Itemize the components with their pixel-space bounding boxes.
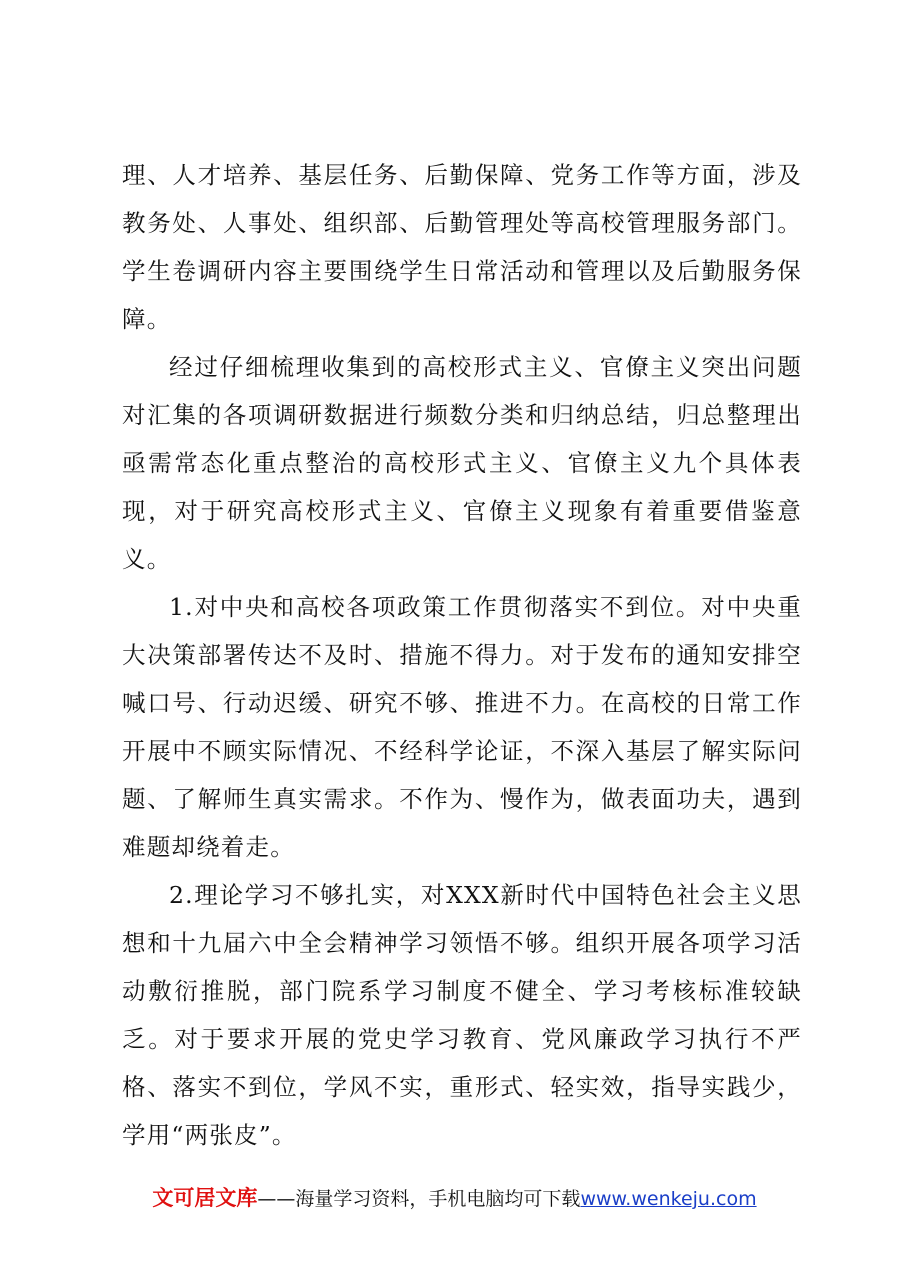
paragraph-summary: 经过仔细梳理收集到的高校形式主义、官僚主义突出问题对汇集的各项调研数据进行频数分类和归纳总结，归总整理出亟需常态化重点整治的高校形式主义、官僚主义九个具体表现，对于研究高校形式主义、官僚主义现象有着重要借鉴意义。 bbox=[122, 353, 802, 573]
website-link[interactable]: www.wenkeju.com bbox=[580, 1188, 757, 1210]
document-body bbox=[122, 151, 802, 1159]
brand-name: 文可居文库 bbox=[152, 1186, 258, 1210]
footer-tagline: 海量学习资料，手机电脑均可下载 bbox=[295, 1188, 581, 1210]
paragraph-item-1: 1.对中央和高校各项政策工作贯彻落实不到位。对中央重大决策部署传达不及时、措施不得力。对于发布的通知安排空喊口号、行动迟缓、研究不够、推进不力。在高校的日常工作开展中不顾实际情况、不经科学论证，不深入基层了解实际问题、了解师生真实需求。不作为、慢作为，做表面功夫，遇到难题却绕着走。 bbox=[122, 593, 802, 861]
paragraph-continuation: 理、人才培养、基层任务、后勤保障、党务工作等方面，涉及教务处、人事处、组织部、后勤管理处等高校管理服务部门。学生卷调研内容主要围绕学生日常活动和管理以及后勤服务保障。 bbox=[122, 161, 802, 333]
paragraph-item-2: 2.理论学习不够扎实，对XXX新时代中国特色社会主义思想和十九届六中全会精神学习领悟不够。组织开展各项学习活动敷衍推脱，部门院系学习制度不健全、学习考核标准较缺乏。对于要求开展的党史学习教育、党风廉政学习执行不严格、落实不到位，学风不实，重形式、轻实效，指导实践少，学用“两张皮”。 bbox=[122, 881, 802, 1149]
footer-dash: —— bbox=[257, 1188, 296, 1210]
footer-banner bbox=[0, 1182, 909, 1212]
